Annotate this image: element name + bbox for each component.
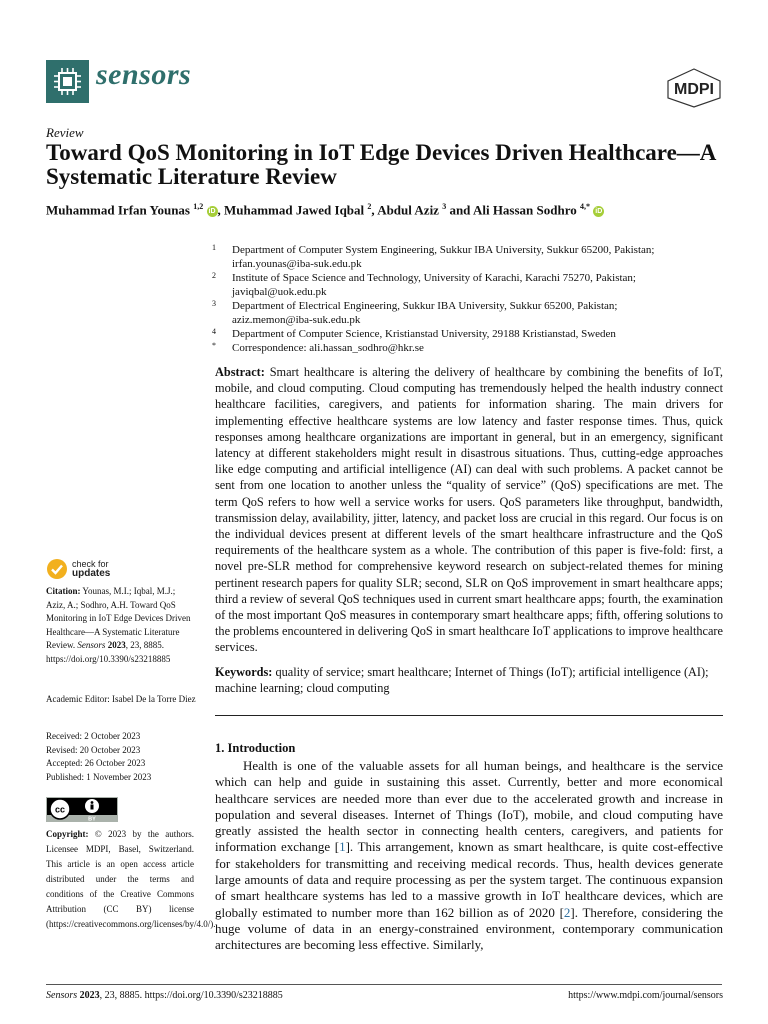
orcid-icon[interactable]: iD xyxy=(595,208,603,216)
affiliation-number: 2 xyxy=(212,271,216,280)
author-name[interactable]: Muhammad Irfan Younas xyxy=(46,202,190,218)
author-name[interactable]: Abdul Aziz xyxy=(377,202,439,218)
revised-date: Revised: 20 October 2023 xyxy=(46,744,141,755)
citation-doi[interactable]: , 23, 8885. https://doi.org/10.3390/s23218885 xyxy=(46,640,171,664)
cc-by-license-icon[interactable] xyxy=(46,797,118,822)
copyright-label: Copyright: xyxy=(46,829,89,839)
abstract-text: Smart healthcare is altering the delivery of healthcare by combining the benefits of IoT, mobile, and cloud computing. Cloud computing has tremendously helped the health industry connect healthcare facilities, caregivers, and patients for information sharing. The main drivers for implementing effective healthcare systems are low latency and faster response times. Thus, quick responses among healthcare organizations are important in general, but in an emergency, significant latency at different stakeholders might result in disastrous situations. Thus, cutting-edge approaches like edge computing and artificial intelligence (AI) can deal with such problems. A packet cannot be sent from one location to another unless the “quality of service” (QoS) specifications are met. The term QoS refers to how well a service works for users. QoS parameters like throughput, bandwidth, transmission delay, availability, jitter, latency, and packet loss are crucial in this regard. Our focus is on the individual devices present at different levels of the smart healthcare infrastructure and the QoS requirements of the healthcare system as a whole. The contribution of this paper is five-fold: first, a novel pre-SLR method for comprehensive keyword research on subject-related themes for mining pertinent research papers for quality SLR; second, SLR on QoS improvement in smart healthcare apps; third a review of several QoS techniques used in current smart healthcare apps; fourth, the examination of the most important QoS measures in contemporary smart healthcare apps; fifth, offering solutions to the problems encountered in delivering QoS in smart healthcare IoT applications to improve healthcare services. xyxy=(215,365,724,655)
section-divider xyxy=(215,715,723,716)
orcid-icon[interactable]: iD xyxy=(208,208,216,216)
keywords-label: Keywords: xyxy=(215,665,273,679)
affiliation-item xyxy=(212,243,732,271)
affiliation-item xyxy=(212,341,732,355)
footer-doi[interactable]: , 23, 8885. https://doi.org/10.3390/s23218885 xyxy=(99,990,283,1001)
check-updates-icon xyxy=(46,558,68,580)
affiliation-text: Institute of Space Science and Technology, University of Karachi, Karachi 75270, Pakistan; xyxy=(232,272,636,284)
affiliation-number: 4 xyxy=(212,327,216,336)
affiliation-email[interactable]: javiqbal@uok.edu.pk xyxy=(232,286,327,298)
citation-year: 2023 xyxy=(107,640,126,650)
accepted-date: Accepted: 26 October 2023 xyxy=(46,758,146,768)
intro-text: Health is one of the valuable assets for all human beings, and healthcare is the service which can help and guide in sustaining this asset. Currently, better and more economical healthcare services are needed more than ever due to the accelerated growth and increase in population and several diseases. Internet of Things (IoT), mobile, and cloud computing have greatly assisted the health sector in connecting health centers, caregivers, and patients for information exchange [ xyxy=(215,758,723,855)
correspondence-text[interactable]: Correspondence: ali.hassan_sodhro@hkr.se xyxy=(232,342,424,354)
keywords-text: quality of service; smart healthcare; Internet of Things (IoT); artificial intelligence (AI); machine learning; cloud computing xyxy=(215,665,709,696)
publisher-logo-icon xyxy=(666,68,722,108)
copyright-text: © 2023 by the authors. Licensee MDPI, Basel, Switzerland. This article is an open access article distributed under the terms and conditions of the Creative Commons Attribution (CC BY) license (https://creativecommons.org/licenses/by/4.0/). xyxy=(46,829,216,929)
footer-divider xyxy=(46,984,722,985)
author-list xyxy=(46,202,736,218)
affiliations xyxy=(212,243,732,355)
check-line2: updates xyxy=(72,568,111,579)
received-date: Received: 2 October 2023 xyxy=(46,731,141,741)
intro-text: ]. This arrangement, known as smart healthcare, is quite cost-effective for stakeholders for transmitting and receiving medical records. Thus, health devices generate large amounts of data and require processing as per the system target. The continuous expansion of smart healthcare systems has led to a massive growth in IoT healthcare devices, which are globally estimated to number more than 162 billion as of 2020 [ xyxy=(215,839,723,920)
author-affiliation-sup: 1,2 xyxy=(193,202,204,211)
author-name[interactable]: Ali Hassan Sodhro xyxy=(472,202,577,218)
affiliation-number: 3 xyxy=(212,299,216,308)
affiliation-text: Department of Electrical Engineering, Sukkur IBA University, Sukkur 65200, Pakistan; xyxy=(232,300,618,312)
affiliation-text: Department of Computer System Engineering, Sukkur IBA University, Sukkur 65200, Pakistan; xyxy=(232,244,655,256)
citation-text: Younas, M.I.; Iqbal, M.J.; Aziz, A.; Sodhro, A.H. Toward QoS Monitoring in IoT Edge Devices Driven Healthcare—A Systematic Literature Review. xyxy=(46,586,191,650)
affiliation-item xyxy=(212,327,732,341)
keywords xyxy=(215,664,723,696)
journal-logo-icon xyxy=(46,60,89,103)
affiliation-item xyxy=(212,299,732,327)
author-name[interactable]: Muhammad Jawed Iqbal xyxy=(224,202,365,218)
check-updates-text xyxy=(72,559,110,579)
intro-paragraph xyxy=(215,758,723,954)
citation-journal: Sensors xyxy=(77,640,106,650)
svg-text:cc: cc xyxy=(54,804,66,815)
footer-citation xyxy=(46,990,283,1001)
author-and: and xyxy=(446,202,473,218)
affiliation-number: 1 xyxy=(212,243,216,252)
abstract xyxy=(215,364,723,656)
intro-text: ]. Therefore, considering the huge volume of data in an energy-constrained environment, contemporary communication architectures are becoming less effective. Similarly, xyxy=(215,904,723,953)
section-heading: 1. Introduction xyxy=(215,741,296,755)
author-separator: , xyxy=(371,202,378,218)
author-affiliation-sup: 4,* xyxy=(580,202,590,211)
author-affiliation-sup: 3 xyxy=(442,202,447,211)
footer-year: 2023 xyxy=(79,990,100,1001)
article-type: Review xyxy=(46,125,84,140)
reference-link[interactable]: 2 xyxy=(563,904,571,920)
footer-journal: Sensors xyxy=(46,990,78,1001)
article-title: Toward QoS Monitoring in IoT Edge Devices Driven Healthcare—A Systematic Literature Review xyxy=(46,140,716,189)
academic-editor: Academic Editor: Isabel De la Torre Diez xyxy=(46,694,196,704)
publisher-name: MDPI xyxy=(674,81,714,98)
citation-label: Citation: xyxy=(46,586,81,596)
affiliation-number: * xyxy=(212,341,216,350)
affiliation-text: Department of Computer Science, Kristianstad University, 29188 Kristianstad, Sweden xyxy=(232,328,616,340)
footer-url[interactable]: https://www.mdpi.com/journal/sensors xyxy=(568,990,723,1001)
citation-block xyxy=(46,585,196,666)
affiliation-email[interactable]: aziz.memon@iba-suk.edu.pk xyxy=(232,314,361,326)
affiliation-item xyxy=(212,271,732,299)
abstract-label: Abstract: xyxy=(215,365,265,379)
published-date: Published: 1 November 2023 xyxy=(46,771,152,782)
check-for-updates-badge[interactable] xyxy=(46,558,166,582)
reference-link[interactable]: 1 xyxy=(339,839,346,855)
affiliation-email[interactable]: irfan.younas@iba-suk.edu.pk xyxy=(232,258,362,270)
cc-label: BY xyxy=(88,816,96,822)
article-dates xyxy=(46,730,196,784)
check-line1: check for xyxy=(72,559,109,569)
copyright-block xyxy=(46,827,216,932)
author-separator: , xyxy=(217,202,224,218)
author-affiliation-sup: 2 xyxy=(367,202,372,211)
journal-name: sensors xyxy=(96,58,192,91)
